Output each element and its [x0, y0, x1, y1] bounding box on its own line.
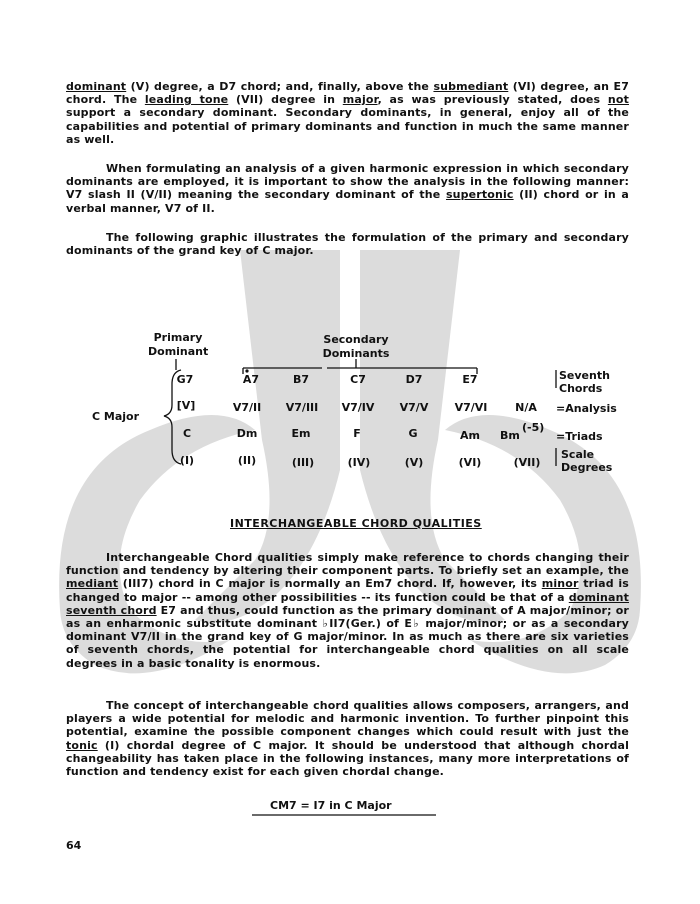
term-leading-tone: leading tone [144, 93, 229, 107]
paragraph-5 [66, 699, 629, 778]
triad-superscript: (-5) [522, 421, 545, 434]
term-interchangeable-chord-qualities-2: interchangeable chord qualities [326, 643, 539, 657]
triad: Bm [500, 429, 520, 442]
text-run: on all scale degrees in a basic tonality is enormous. [66, 643, 630, 670]
scale-degree: (III) [291, 456, 315, 469]
analysis-item: V7/IV [341, 401, 375, 414]
row-label-seventh-chords [559, 369, 610, 395]
term-secondary-dominant: secondary dominant [66, 617, 630, 644]
row-label-text: Triads [565, 430, 603, 443]
heading-text: INTERCHANGEABLE CHORD QUALITIES [230, 517, 482, 530]
term-secondary-dominants-2: secondary dominants [66, 231, 629, 258]
seventh-chord: D7 [405, 373, 423, 386]
text-run: , as was previously stated, does [377, 93, 608, 107]
row-label-triads: =Triads [556, 430, 603, 443]
term-primary-dominant: primary dominant [382, 603, 497, 617]
text-run: (I) chordal degree of C major. It should be understood that although chordal changeability has taken place in the following instances, many more interpretations of function and tendency exist for each given chordal change. [66, 738, 629, 779]
seventh-chord: G7 [176, 373, 194, 386]
analysis-item: V7/III [285, 401, 319, 414]
term-interchangeable-chord-qualities-3: interchangeable chord qualities [205, 699, 409, 712]
text-run: allows composers, arrangers, and players a wide potential for melodic and harmonic invention. To further pinpoint this potential, examine the possible component changes which could result with just the [66, 699, 629, 739]
scale-degree: (VII) [513, 456, 541, 469]
term-interchangeable-chord-qualities: Interchangeable Chord qualities [106, 551, 313, 564]
triad: F [353, 427, 361, 440]
text-run: (II) chord or in a verbal manner, V7 of II. [66, 188, 630, 215]
primary-dominant-label [148, 331, 208, 359]
text-run: E7 and thus, could function as the [156, 603, 383, 617]
term-supertonic: supertonic [445, 188, 514, 202]
text-run: triad is changed to major -- among other possibilities -- its function could be that of a [66, 577, 629, 604]
seventh-chord: B7 [292, 373, 310, 386]
term-mediant: mediant [66, 577, 119, 591]
text-run: are employed, it is important to show the analysis in the following manner: V7 slash II (V/II) meaning the secondary dominant of the [66, 175, 629, 202]
triad: Dm [236, 427, 258, 440]
text-run: (VI) degree, an E7 chord. The [66, 80, 629, 107]
triad: G [408, 427, 418, 440]
analysis-item: V7/II [232, 401, 262, 414]
seventh-chord: E7 [462, 373, 478, 386]
row-label-text: Analysis [565, 402, 617, 415]
secondary-label-line-2: Dominants [322, 347, 390, 360]
term-dominant-seventh-chord: dominant seventh chord [66, 590, 629, 617]
row-label-line: Degrees [561, 461, 613, 474]
text-run: support a secondary dominant. Secondary dominants, in general, enjoy all of the capabilities and potential of primary dominants and function in much the same manner as well. [66, 106, 629, 146]
scale-degree: (IV) [347, 456, 371, 469]
text-run: The concept of [106, 699, 206, 712]
scale-degree: (V) [404, 456, 424, 469]
text-run: When formulating an analysis of a given harmonic expression in which [106, 162, 564, 175]
term-primary: primary [478, 231, 528, 244]
text-run: V7/II in the grand key of G major/minor. In as much as there are six varieties of seventh chords, the potential for [66, 630, 629, 657]
term-dominant: dominant [66, 80, 127, 93]
scale-degree: (I) [179, 454, 195, 467]
caption-text: CM7 = I7 in C Major [270, 799, 392, 812]
scale-degree: (II) [237, 454, 257, 467]
text-run: (VII) degree in [228, 93, 343, 107]
analysis-item: V7/VI [454, 401, 488, 414]
row-label-scale-degrees [561, 448, 612, 474]
text-run: of A major/minor; or as an enharmonic [66, 603, 629, 631]
text-run: (V) degree, a D7 chord; and, finally, above the [126, 80, 434, 93]
key-label: C Major [92, 410, 140, 423]
seventh-chord: A7 [242, 373, 260, 386]
primary-label-line-2: Dominant [148, 345, 209, 358]
triad: Am [460, 429, 480, 442]
text-run: simply make reference to chords changing their function and tendency by altering their component parts. To briefly set an example, the [66, 551, 629, 578]
term-substitute-dominant: substitute dominant [186, 617, 318, 631]
text-run: of the grand key of C major. [132, 244, 314, 258]
text-run: ♭II7(Ger.) of E♭ major/minor; or as a [317, 617, 564, 631]
term-secondary-dominants: secondary dominants [66, 162, 629, 189]
caption [270, 799, 392, 812]
seventh-chord: C7 [350, 373, 366, 386]
primary-label-line-1: Primary [153, 331, 203, 344]
row-label-line: Seventh [559, 369, 610, 382]
row-label-analysis: =Analysis [556, 402, 617, 415]
paragraph-4 [66, 551, 629, 670]
scale-degree: (VI) [458, 456, 482, 469]
analysis-item: N/A [515, 401, 537, 414]
page-number: 64 [66, 839, 82, 852]
text-run: (III7) chord in C major is normally an Em7 chord. If, however, its [118, 577, 542, 591]
term-submediant: submediant [433, 80, 509, 93]
row-label-line: Chords [559, 382, 603, 395]
text-run: and [527, 231, 564, 244]
row-label-line: Scale [561, 448, 595, 461]
term-major: major [342, 93, 378, 107]
secondary-dominants-label [318, 333, 394, 361]
analysis-item: [V] [176, 399, 196, 412]
analysis-item: V7/V [399, 401, 429, 414]
text-run: The following graphic illustrates the formulation of the [106, 231, 479, 244]
triad: Em [291, 427, 311, 440]
secondary-label-line-1: Secondary [323, 333, 389, 346]
section-heading [230, 517, 482, 530]
triad: C [182, 427, 192, 440]
term-tonic: tonic [66, 738, 98, 752]
term-not: not [607, 93, 629, 107]
term-minor: minor [541, 577, 579, 591]
